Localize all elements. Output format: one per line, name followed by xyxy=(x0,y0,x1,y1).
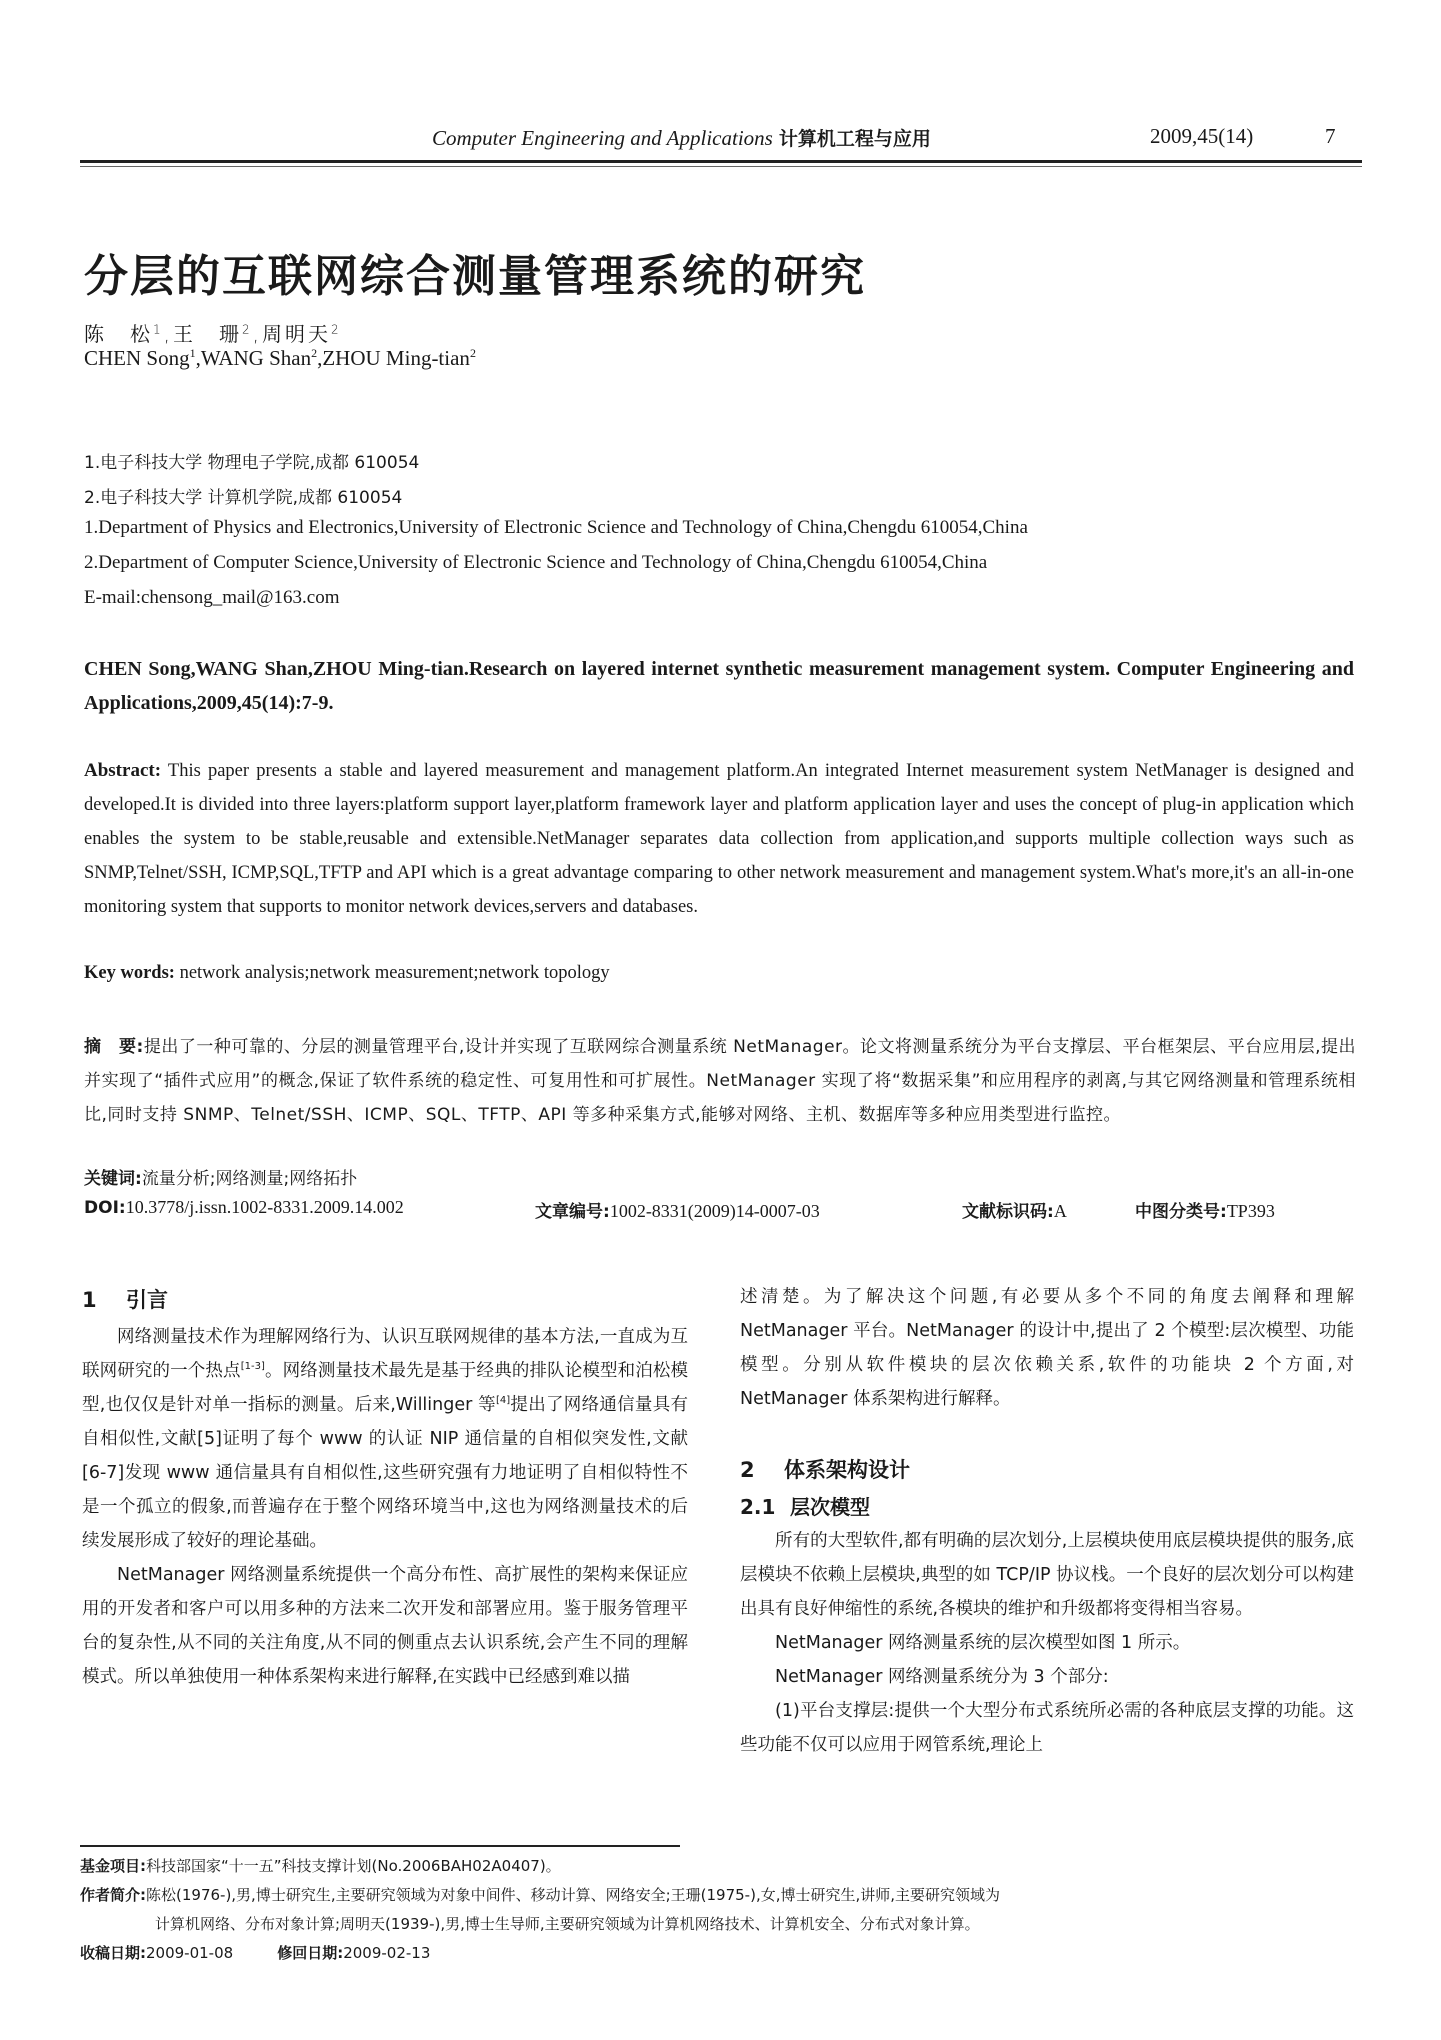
clc-number-label: 中图分类号: xyxy=(1135,1202,1227,1222)
subsection-title: 层次模型 xyxy=(790,1495,870,1519)
subsection-heading xyxy=(740,1490,1354,1524)
author-cn: 周明天 xyxy=(262,322,331,346)
article-number-value: 1002-8331(2009)14-0007-03 xyxy=(609,1201,820,1221)
doi-value: 10.3778/j.issn.1002-8331.2009.14.002 xyxy=(125,1197,404,1217)
abstract-cn xyxy=(84,1030,1356,1132)
author-affiliation-mark: 2 xyxy=(242,322,253,337)
citation-ref: [4] xyxy=(495,1395,511,1407)
journal-name-cn: 计算机工程与应用 xyxy=(778,128,931,150)
author-cn: 王 珊 xyxy=(173,322,242,346)
abstract-text: This paper presents a stable and layered measurement and management platform.An integrated Internet measurement system NetManager is designed and developed.It is divided into three layers:platform support layer,platform framework layer and platform application layer and uses the concept of plug-in application which enables the system to be stable,reusable and extensible.NetManager separates data collection from application,and supports multiple collection ways such as SNMP,Telnet/SSH, ICMP,SQL,TFTP and API which is a great advantage comparing to other network measurement and management system.What's more,it's an all-in-one monitoring system that supports to monitor network devices,servers and databases. xyxy=(84,761,1354,917)
fund-text: 科技部国家“十一五”科技支撑计划(No.2006BAH02A0407)。 xyxy=(146,1857,561,1875)
section-title: 体系架构设计 xyxy=(784,1458,910,1482)
author-separator: , xyxy=(163,322,173,346)
abstract-cn-label: 摘 要: xyxy=(84,1037,144,1057)
author-separator: , xyxy=(317,346,323,370)
paragraph: (1)平台支撑层:提供一个大型分布式系统所必需的各种底层支撑的功能。这些功能不仅可以应用于网管系统,理论上 xyxy=(740,1701,1354,1755)
revised-label: 修回日期: xyxy=(277,1944,344,1962)
paragraph-text: 网络测量技术作为理解网络行为、认识互联网规律的基本方法,一直成为互联网研究的一个热点 xyxy=(82,1327,688,1381)
paragraph-text: 。网络测量技术最先是基于经典的排队论模型和泊松模型,也仅仅是针对单一指标的测量。后来,Willinger 等 xyxy=(82,1361,689,1415)
section-title: 引言 xyxy=(126,1288,168,1312)
bio-text: 陈松(1976-),男,博士研究生,主要研究领域为对象中间件、移动计算、网络安全;王珊(1975-),女,博士研究生,讲师,主要研究领域为 xyxy=(146,1886,1001,1904)
author-affiliation-mark: 2 xyxy=(311,346,318,360)
received-label: 收稿日期: xyxy=(80,1944,146,1962)
header-rule xyxy=(80,160,1362,163)
footnote-bio-continued: 计算机网络、分布对象计算;周明天(1939-),男,博士生导师,主要研究领域为计算机网络技术、计算机安全、分布式对象计算。 xyxy=(155,1915,980,1933)
authors-en xyxy=(84,346,476,371)
author-separator: , xyxy=(195,346,201,370)
paragraph: NetManager 网络测量系统的层次模型如图 1 所示。 xyxy=(775,1633,1191,1653)
affiliation-en-2: 2.Department of Computer Science,University of Electronic Science and Technology of China,Chengdu 610054,China xyxy=(84,552,988,573)
received-date: 2009-01-08 xyxy=(146,1944,234,1962)
affiliation-cn-1: 1.电子科技大学 物理电子学院,成都 610054 xyxy=(84,453,420,473)
running-header-journal xyxy=(432,124,931,151)
clc-number-value: TP393 xyxy=(1226,1201,1275,1221)
subsection-number: 2.1 xyxy=(740,1495,776,1519)
article-number xyxy=(535,1197,820,1222)
author-email: E-mail:chensong_mail@163.com xyxy=(84,587,340,608)
keywords-label: Key words: xyxy=(84,963,175,983)
author-affiliation-mark: 2 xyxy=(469,346,476,360)
bio-label: 作者简介: xyxy=(80,1886,146,1904)
doi-label: DOI: xyxy=(84,1198,126,1218)
body-column-right xyxy=(740,1280,1354,1762)
keywords-en xyxy=(84,963,610,984)
article-number-label: 文章编号: xyxy=(535,1202,610,1222)
authors-cn xyxy=(84,318,342,347)
paragraph: 述清楚。为了解决这个问题,有必要从多个不同的角度去阐释和理解 NetManager 平台。NetManager 的设计中,提出了 2 个模型:层次模型、功能模型。分别从软件模块的层次依赖关系,软件的功能块 2 个方面,对 NetManager 体系架构进行解释。 xyxy=(740,1287,1354,1409)
journal-name-en: Computer Engineering and Applications xyxy=(432,126,773,150)
citation-ref: [1-3] xyxy=(240,1361,265,1373)
document-code-value: A xyxy=(1053,1201,1067,1221)
document-code xyxy=(962,1197,1067,1222)
paragraph: NetManager 网络测量系统提供一个高分布性、高扩展性的架构来保证应用的开发者和客户可以用多种的方法来二次开发和部署应用。鉴于服务管理平台的复杂性,从不同的关注角度,从不同的侧重点去认识系统,会产生不同的理解模式。所以单独使用一种体系架构来进行解释,在实践中已经感到难以描 xyxy=(82,1565,688,1687)
abstract-cn-text: 提出了一种可靠的、分层的测量管理平台,设计并实现了互联网综合测量系统 NetManager。论文将测量系统分为平台支撑层、平台框架层、平台应用层,提出并实现了“插件式应用”的概念,保证了软件系统的稳定性、可复用性和可扩展性。NetManager 实现了将“数据采集”和应用程序的剥离,与其它网络测量和管理系统相比,同时支持 SNMP、Telnet/SSH、ICMP、SQL、TFTP、API 等多种采集方式,能够对网络、主机、数据库等多种应用类型进行监控。 xyxy=(84,1037,1356,1125)
footnote-bio xyxy=(80,1884,1000,1905)
author-en: CHEN Song xyxy=(84,346,190,370)
keywords-cn xyxy=(84,1164,357,1189)
section-heading xyxy=(740,1450,1354,1490)
section-heading xyxy=(82,1280,688,1320)
keywords-cn-text: 流量分析;网络测量;网络拓扑 xyxy=(141,1169,358,1189)
footnote-fund xyxy=(80,1855,561,1876)
page-number: 7 xyxy=(1325,124,1336,148)
keywords-text: network analysis;network measurement;network topology xyxy=(179,963,610,983)
author-en: ZHOU Ming-tian xyxy=(322,346,470,370)
section-number: 2 xyxy=(740,1458,755,1482)
fund-label: 基金项目: xyxy=(80,1857,146,1875)
keywords-cn-label: 关键词: xyxy=(84,1169,142,1189)
issue-number: 2009,45(14) xyxy=(1150,124,1254,148)
author-affiliation-mark: 2 xyxy=(331,322,342,337)
abstract-en xyxy=(84,754,1354,924)
affiliation-en-1: 1.Department of Physics and Electronics,University of Electronic Science and Technology of China,Chengdu 610054,China xyxy=(84,517,1028,538)
author-affiliation-mark: 1 xyxy=(153,322,164,337)
citation: CHEN Song,WANG Shan,ZHOU Ming-tian.Research on layered internet synthetic measurement management system. Computer Engineering and Applications,2009,45(14):7-9. xyxy=(84,658,1354,714)
paper-title: 分层的互联网综合测量管理系统的研究 xyxy=(84,251,866,302)
doi xyxy=(84,1197,404,1218)
abstract-label: Abstract: xyxy=(84,760,162,781)
clc-number xyxy=(1135,1197,1275,1222)
header-rule-thin xyxy=(80,166,1362,167)
paragraph: 所有的大型软件,都有明确的层次划分,上层模块使用底层模块提供的服务,底层模块不依赖上层模块,典型的如 TCP/IP 协议栈。一个良好的层次划分可以构建出具有良好伸缩性的系统,各模块的维护和升级都将变得相当容易。 xyxy=(740,1531,1354,1619)
author-en: WANG Shan xyxy=(200,346,312,370)
author-separator: , xyxy=(252,322,262,346)
paragraph: NetManager 网络测量系统分为 3 个部分: xyxy=(775,1667,1109,1687)
revised-date: 2009-02-13 xyxy=(343,1944,431,1962)
section-number: 1 xyxy=(82,1288,97,1312)
paragraph xyxy=(82,1320,688,1558)
author-affiliation-mark: 1 xyxy=(189,346,196,360)
body-column-left xyxy=(82,1280,688,1694)
footnote-dates xyxy=(80,1942,430,1963)
footnote-rule xyxy=(80,1845,680,1847)
author-cn: 陈 松 xyxy=(84,322,153,346)
affiliation-cn-2: 2.电子科技大学 计算机学院,成都 610054 xyxy=(84,488,403,508)
document-code-label: 文献标识码: xyxy=(962,1202,1054,1222)
paragraph-text: 提出了网络通信量具有自相似性,文献[5]证明了每个 www 的认证 NIP 通信量的自相似突发性,文献[6-7]发现 www 通信量具有自相似性,这些研究强有力地证明了自相似特性不是一个孤立的假象,而普遍存在于整个网络环境当中,这也为网络测量技术的后续发展形成了较好的理论基础。 xyxy=(82,1395,689,1551)
